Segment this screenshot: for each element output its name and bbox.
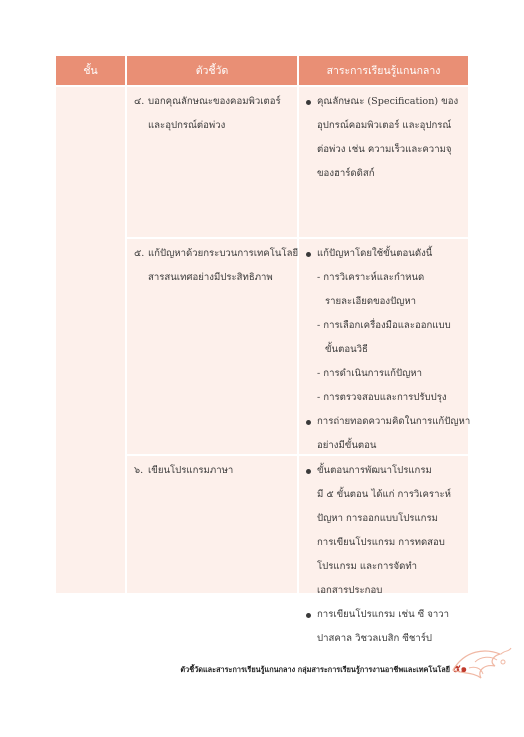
floral-ornament-icon [445,640,515,690]
content-line: รายละเอียดของปัญหา [325,296,417,307]
bullet-icon [305,603,312,610]
bullet-icon [305,410,312,417]
indicator-number: ๕. [134,248,145,259]
indicator-line: แก้ปัญหาด้วยกระบวนการเทคโนโลยี [148,248,299,259]
content-line: ต่อพ่วง เช่น ความเร็วและความจุ [317,144,452,155]
content-line: ขั้นตอนการพัฒนาโปรแกรม [317,465,432,476]
indicator-line: และอุปกรณ์ต่อพ่วง [148,120,226,131]
content-line: คุณลักษณะ (Specification) ของ [317,96,459,107]
content-line: อย่างมีขั้นตอน [317,440,377,451]
indicator-line: สารสนเทศอย่างมีประสิทธิภาพ [148,272,273,283]
grade-column-cell [56,87,125,593]
content-line: ปาสคาล วิชวลเบสิก ซีชาร์ป [317,633,432,644]
content-line: อุปกรณ์คอมพิวเตอร์ และอุปกรณ์ [317,120,452,131]
indicator-line: เขียนโปรแกรมภาษา [148,465,234,476]
content-line: โปรแกรม และการจัดทำ [317,561,418,572]
bullet-icon [305,242,312,249]
indicator-number: ๖. [134,465,144,476]
indicator-line: บอกคุณลักษณะของคอมพิวเตอร์ [148,96,281,107]
bullet-icon [305,459,312,466]
header-core-content: สาระการเรียนรู้แกนกลาง [299,56,468,85]
content-line: ปัญหา การออกแบบโปรแกรม [317,513,438,524]
content-line: การเขียนโปรแกรม เช่น ซี จาวา [317,609,450,620]
content-line: การเขียนโปรแกรม การทดสอบ [317,537,445,548]
content-line: มี ๕ ขั้นตอน ได้แก่ การวิเคราะห์ [317,489,451,500]
bullet-icon [305,90,312,97]
content-line: แก้ปัญหาโดยใช้ขั้นตอนดังนี้ [317,248,433,259]
content-line: - การเลือกเครื่องมือและออกแบบ [317,320,451,331]
content-line: เอกสารประกอบ [317,585,383,596]
page-number: ๕๑ [453,664,467,675]
header-indicator: ตัวชี้วัด [127,56,297,85]
content-line: การถ่ายทอดความคิดในการแก้ปัญหา [317,416,471,427]
indicator-number: ๔. [134,96,145,107]
header-grade: ชั้น [56,56,125,85]
content-line: - การดำเนินการแก้ปัญหา [317,368,422,379]
content-line: - การตรวจสอบและการปรับปรุง [317,392,447,403]
content-line: ของฮาร์ดดิสก์ [317,168,375,179]
content-line: ขั้นตอนวิธี [325,344,368,355]
content-line: - การวิเคราะห์และกำหนด [317,272,425,283]
footer-text: ตัวชี้วัดและสาระการเรียนรู้แกนกลาง กลุ่มสาระการเรียนรู้การงานอาชีพและเทคโนโลยี [180,665,450,674]
